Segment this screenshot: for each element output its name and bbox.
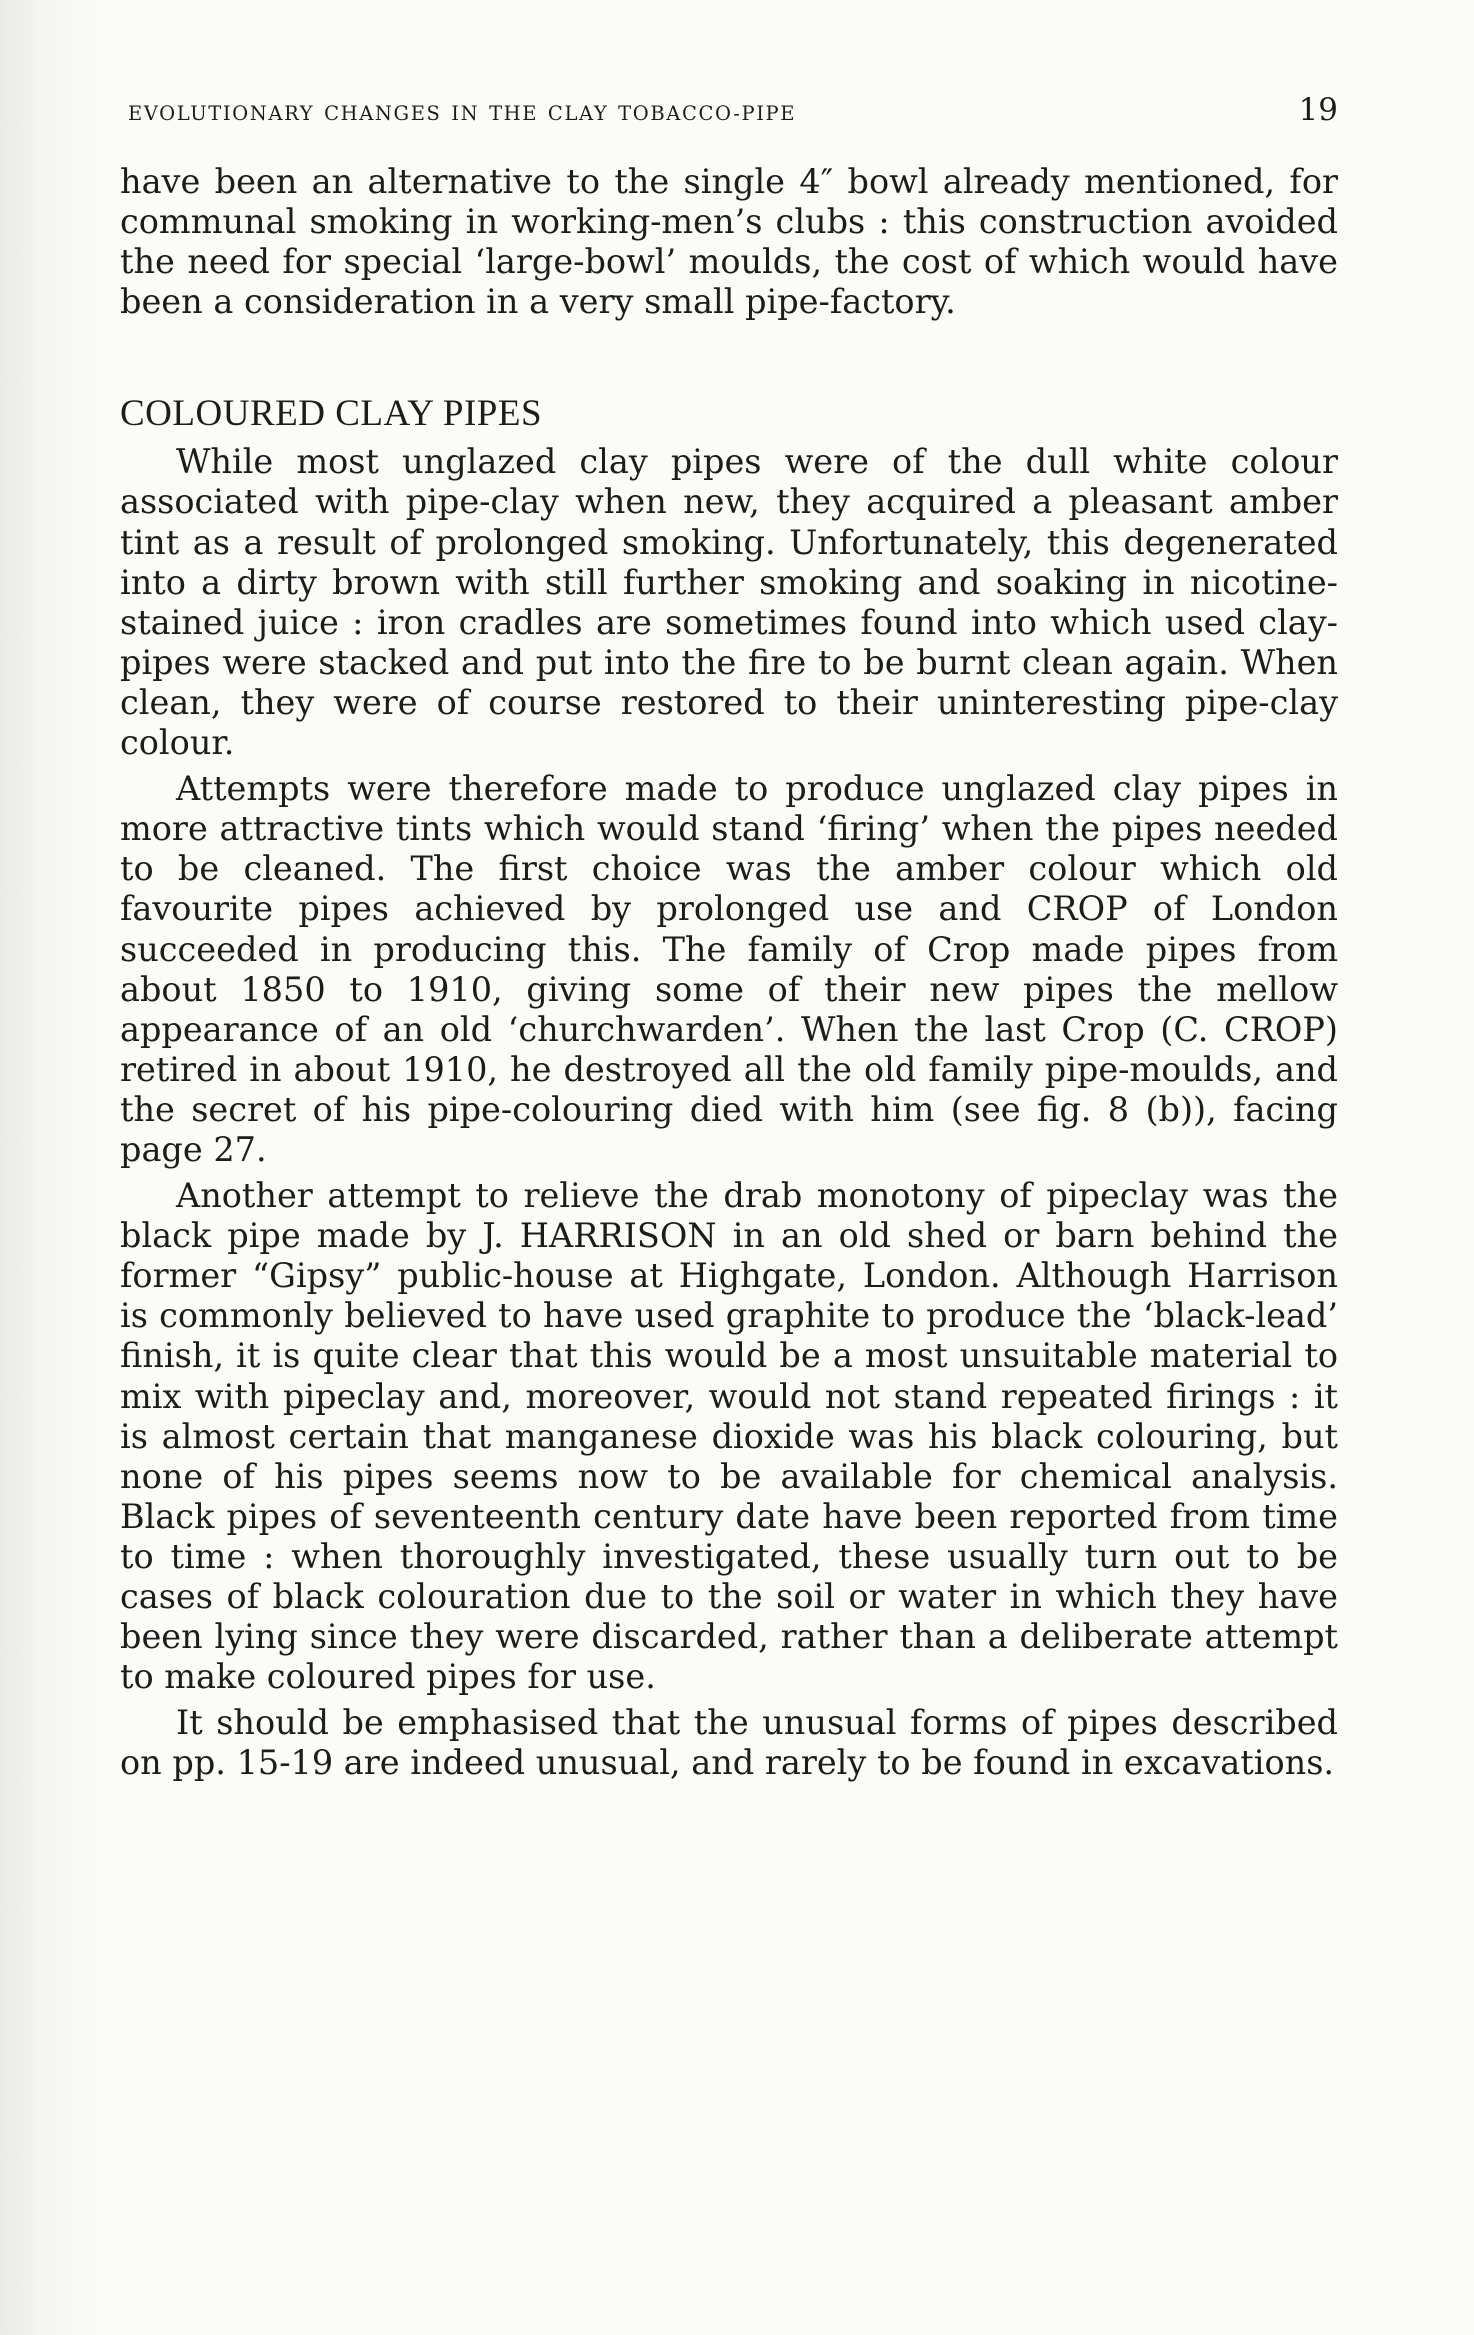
running-head	[128, 92, 1338, 132]
paragraph-continued: have been an alternative to the single 4″ bowl already mentioned, for communal smoking in working-men’s clubs : this construction avoided the need for special ‘large-bowl’ moulds, the cost of which would have been a consideration in a very small pipe-factory.	[120, 162, 1338, 322]
paragraph-coloured-pipes: While most unglazed clay pipes were of the dull white colour associated with pipe-clay when new, they acquired a pleasant amber tint as a result of prolonged smoking. Unfortunately, this degenerated into a dirty brown with still further smoking and soaking in nicotine-stained juice : iron cradles are sometimes found into which used clay-pipes were stacked and put into the fire to be burnt clean again. When clean, they were of course restored to their uninteresting pipe-clay colour.	[120, 442, 1338, 763]
body-text	[120, 162, 1338, 1783]
section-heading: COLOURED CLAY PIPES	[120, 393, 543, 435]
page-number: 19	[1298, 92, 1338, 128]
paragraph-crop: Attempts were therefore made to produce unglazed clay pipes in more attractive tints which would stand ‘firing’ when the pipes needed to be cleaned. The first choice was the amber colour which old favourite pipes achieved by prolonged use and CROP of London succeeded in producing this. The family of Crop made pipes from about 1850 to 1910, giving some of their new pipes the mellow appearance of an old ‘churchwarden’. When the last Crop (C. CROP) retired in about 1910, he destroyed all the old family pipe-moulds, and the secret of his pipe-colouring died with him (see fig. 8 (b)), facing page 27.	[120, 769, 1338, 1169]
paragraph-harrison: Another attempt to relieve the drab monotony of pipeclay was the black pipe made by J. HARRISON in an old shed or barn behind the former “Gipsy” public-house at Highgate, London. Although Harrison is commonly believed to have used graphite to produce the ‘black-lead’ finish, it is quite clear that this would be a most unsuitable material to mix with pipeclay and, moreover, would not stand repeated firings : it is almost certain that manganese dioxide was his black colouring, but none of his pipes seems now to be available for chemical analysis. Black pipes of seventeenth century date have been reported from time to time : when thoroughly investigated, these usually turn out to be cases of black colouration due to the soil or water in which they have been lying since they were discarded, rather than a deliberate attempt to make coloured pipes for use.	[120, 1176, 1338, 1697]
paragraph-unusual-forms: It should be emphasised that the unusual forms of pipes described on pp. 15-19 are indeed unusual, and rarely to be found in excavations.	[120, 1703, 1338, 1783]
running-title: EVOLUTIONARY CHANGES IN THE CLAY TOBACCO-PIPE	[128, 102, 797, 125]
